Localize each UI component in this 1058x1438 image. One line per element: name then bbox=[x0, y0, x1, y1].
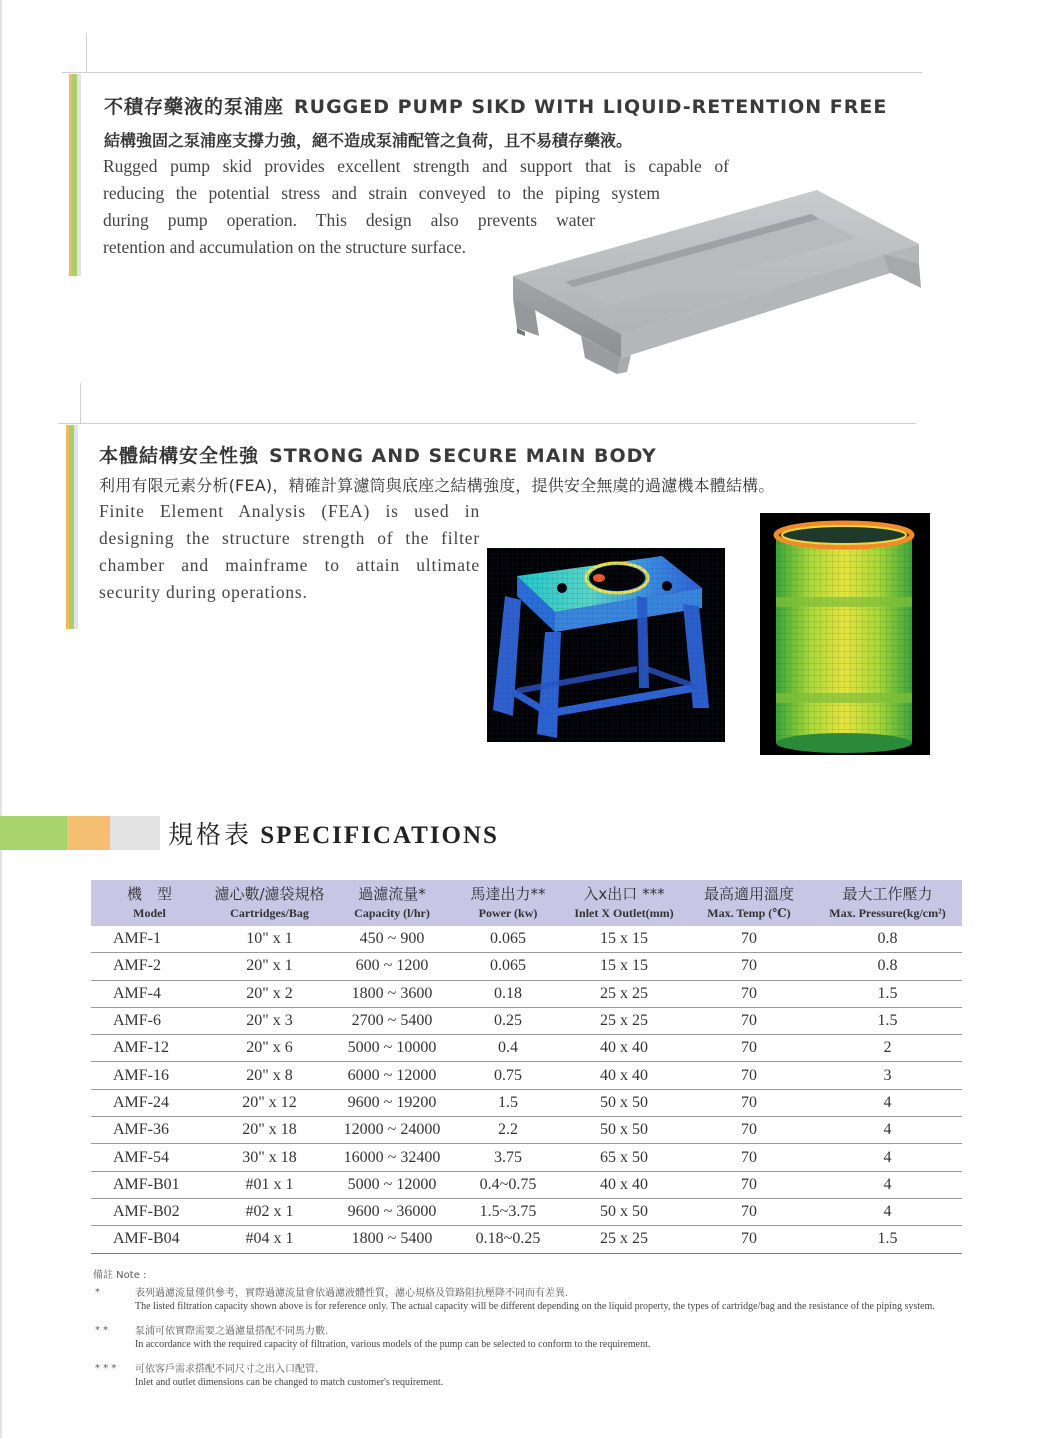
table-header-cell: 最高適用溫度 Max. Temp (℃) bbox=[685, 880, 813, 926]
table-cell: 20" x 18 bbox=[208, 1117, 331, 1144]
table-cell: 0.18 bbox=[453, 980, 563, 1007]
table-cell: 15 x 15 bbox=[563, 953, 685, 980]
table-cell: 2 bbox=[813, 1035, 962, 1062]
table-cell: #04 x 1 bbox=[208, 1226, 331, 1253]
table-row bbox=[91, 1171, 962, 1198]
table-cell: 5000 ~ 12000 bbox=[331, 1171, 453, 1198]
table-cell: 2700 ~ 5400 bbox=[331, 1007, 453, 1034]
model-cell: AMF-4 bbox=[91, 980, 208, 1007]
table-header-cell: 最大工作壓力 Max. Pressure(kg/cm²) bbox=[813, 880, 962, 926]
table-cell: 1.5 bbox=[453, 1089, 563, 1116]
table-cell: 70 bbox=[685, 1089, 813, 1116]
table-cell: 65 x 50 bbox=[563, 1144, 685, 1171]
note-text-en: Inlet and outlet dimensions can be changed to match customer's requirement. bbox=[135, 1377, 444, 1388]
table-cell: 4 bbox=[813, 1198, 962, 1225]
table-cell: 3.75 bbox=[453, 1144, 563, 1171]
table-cell: 450 ~ 900 bbox=[331, 926, 453, 953]
table-cell: 0.75 bbox=[453, 1062, 563, 1089]
model-cell: AMF-16 bbox=[91, 1062, 208, 1089]
section-title-zh: 本體結構安全性強 bbox=[99, 445, 260, 467]
note-text-zh: 泵浦可依實際需要之過濾量搭配不同馬力數. bbox=[135, 1326, 329, 1337]
specifications-table bbox=[91, 880, 962, 1254]
table-row bbox=[91, 926, 962, 953]
note-text-zh: 可依客戶需求搭配不同尺寸之出入口配管. bbox=[135, 1364, 319, 1375]
spec-title-en: SPECIFICATIONS bbox=[260, 822, 499, 849]
table-cell: 4 bbox=[813, 1171, 962, 1198]
table-cell: 40 x 40 bbox=[563, 1062, 685, 1089]
table-row bbox=[91, 953, 962, 980]
table-header-cell: 入x出口 *** Inlet X Outlet(mm) bbox=[563, 880, 685, 926]
table-cell: 30" x 18 bbox=[208, 1144, 331, 1171]
table-cell: 0.4~0.75 bbox=[453, 1171, 563, 1198]
table-cell: 40 x 40 bbox=[563, 1035, 685, 1062]
section-accent-bar bbox=[69, 74, 81, 276]
page-left-edge bbox=[0, 0, 2, 1438]
table-cell: #02 x 1 bbox=[208, 1198, 331, 1225]
table-cell: 50 x 50 bbox=[563, 1117, 685, 1144]
divider-line bbox=[62, 72, 922, 73]
table-cell: 20" x 8 bbox=[208, 1062, 331, 1089]
table-row bbox=[91, 1007, 962, 1034]
table-row bbox=[91, 980, 962, 1007]
spec-title-zh: 規格表 bbox=[168, 820, 253, 849]
table-cell: 70 bbox=[685, 953, 813, 980]
note-mark: * bbox=[95, 1287, 100, 1298]
model-cell: AMF-B04 bbox=[91, 1226, 208, 1253]
section-title-zh: 不積存藥液的泵浦座 bbox=[104, 96, 285, 118]
table-cell: 15 x 15 bbox=[563, 926, 685, 953]
table-row bbox=[91, 1226, 962, 1253]
table-cell: 70 bbox=[685, 1144, 813, 1171]
table-cell: 0.18~0.25 bbox=[453, 1226, 563, 1253]
table-cell: 1.5 bbox=[813, 1226, 962, 1253]
table-cell: 0.8 bbox=[813, 953, 962, 980]
table-cell: #01 x 1 bbox=[208, 1171, 331, 1198]
table-cell: 0.065 bbox=[453, 953, 563, 980]
notes-section bbox=[93, 1266, 983, 1401]
table-cell: 50 x 50 bbox=[563, 1198, 685, 1225]
table-cell: 0.25 bbox=[453, 1007, 563, 1034]
model-cell: AMF-6 bbox=[91, 1007, 208, 1034]
table-body bbox=[91, 926, 962, 1253]
table-cell: 50 x 50 bbox=[563, 1089, 685, 1116]
table-cell: 20" x 3 bbox=[208, 1007, 331, 1034]
section-title-pump-skid bbox=[104, 92, 887, 119]
note-mark: * * bbox=[95, 1325, 109, 1336]
note-item bbox=[93, 1325, 983, 1351]
model-cell: AMF-36 bbox=[91, 1117, 208, 1144]
notes-title: 備註 Note : bbox=[93, 1270, 147, 1281]
note-item bbox=[93, 1363, 983, 1389]
fea-filter-chamber-image bbox=[760, 513, 942, 771]
section-desc-en: Finite Element Analysis (FEA) is used in designing the structure strength of the filter chamber and mainframe to attain ultimate security during operations. bbox=[99, 501, 480, 602]
table-cell: 6000 ~ 12000 bbox=[331, 1062, 453, 1089]
table-cell: 20" x 2 bbox=[208, 980, 331, 1007]
table-cell: 70 bbox=[685, 980, 813, 1007]
table-cell: 4 bbox=[813, 1144, 962, 1171]
table-cell: 70 bbox=[685, 1062, 813, 1089]
table-cell: 3 bbox=[813, 1062, 962, 1089]
section-desc-en: Rugged pump skid provides excellent strength and support that is capable of reducing the potential stress and strain conveyed to the piping system during pump operation. This design also prevents water retention and accumulation on the structure surface. bbox=[103, 156, 729, 257]
note-body bbox=[135, 1325, 983, 1351]
table-cell: 70 bbox=[685, 1035, 813, 1062]
table-cell: 25 x 25 bbox=[563, 1007, 685, 1034]
table-cell: 1800 ~ 3600 bbox=[331, 980, 453, 1007]
table-row bbox=[91, 1117, 962, 1144]
note-body bbox=[135, 1363, 983, 1389]
table-cell: 1800 ~ 5400 bbox=[331, 1226, 453, 1253]
model-cell: AMF-54 bbox=[91, 1144, 208, 1171]
table-cell: 2.2 bbox=[453, 1117, 563, 1144]
note-mark: * * * bbox=[95, 1363, 117, 1374]
table-header-cell: 馬達出力** Power (kw) bbox=[453, 880, 563, 926]
table-header-cell: 濾心數/濾袋規格 Cartridges/Bag bbox=[208, 880, 331, 926]
table-row bbox=[91, 1144, 962, 1171]
table-header-row bbox=[91, 880, 962, 926]
table-cell: 70 bbox=[685, 1007, 813, 1034]
table-cell: 9600 ~ 19200 bbox=[331, 1089, 453, 1116]
table-cell: 0.065 bbox=[453, 926, 563, 953]
table-cell: 70 bbox=[685, 1226, 813, 1253]
table-cell: 20" x 6 bbox=[208, 1035, 331, 1062]
table-cell: 20" x 12 bbox=[208, 1089, 331, 1116]
section-desc-zh: 結構強固之泵浦座支撐力強，絕不造成泵浦配管之負荷，且不易積存藥液。 bbox=[104, 131, 633, 150]
table-cell: 4 bbox=[813, 1089, 962, 1116]
table-cell: 10" x 1 bbox=[208, 926, 331, 953]
table-cell: 25 x 25 bbox=[563, 980, 685, 1007]
guide-line bbox=[80, 383, 81, 423]
table-cell: 70 bbox=[685, 926, 813, 953]
table-cell: 9600 ~ 36000 bbox=[331, 1198, 453, 1225]
model-cell: AMF-B02 bbox=[91, 1198, 208, 1225]
model-cell: AMF-B01 bbox=[91, 1171, 208, 1198]
table-cell: 40 x 40 bbox=[563, 1171, 685, 1198]
note-body bbox=[135, 1287, 983, 1313]
table-cell: 1.5~3.75 bbox=[453, 1198, 563, 1225]
note-text-zh: 表列過濾流量僅供參考，實際過濾流量會依過濾液體性質，濾心規格及管路阻抗壓降不同而有差異. bbox=[135, 1288, 569, 1299]
table-row bbox=[91, 1198, 962, 1225]
note-text-en: The listed filtration capacity shown above is for reference only. The actual capacity will be different depending on the liquid property, the types of cartridge/bag and the resistance of the piping system. bbox=[135, 1301, 935, 1312]
table-cell: 600 ~ 1200 bbox=[331, 953, 453, 980]
table-cell: 70 bbox=[685, 1198, 813, 1225]
section-title-en: STRONG AND SECURE MAIN BODY bbox=[269, 445, 657, 467]
table-cell: 5000 ~ 10000 bbox=[331, 1035, 453, 1062]
divider-line bbox=[58, 423, 916, 424]
table-cell: 0.8 bbox=[813, 926, 962, 953]
note-item bbox=[93, 1287, 983, 1313]
table-header-cell: 過濾流量* Capacity (l/hr) bbox=[331, 880, 453, 926]
section-title-main-body bbox=[99, 441, 657, 468]
table-cell: 12000 ~ 24000 bbox=[331, 1117, 453, 1144]
table-cell: 70 bbox=[685, 1117, 813, 1144]
table-cell: 1.5 bbox=[813, 980, 962, 1007]
table-cell: 70 bbox=[685, 1171, 813, 1198]
note-text-en: In accordance with the required capacity of filtration, various models of the pump can be selected to conform to the requirement. bbox=[135, 1339, 651, 1350]
table-cell: 16000 ~ 32400 bbox=[331, 1144, 453, 1171]
fea-mainframe-image bbox=[487, 548, 732, 748]
section-desc-zh: 利用有限元素分析(FEA)，精確計算濾筒與底座之結構強度，提供安全無虞的過濾機本體結構。 bbox=[99, 476, 775, 495]
table-cell: 0.4 bbox=[453, 1035, 563, 1062]
table-cell: 4 bbox=[813, 1117, 962, 1144]
model-cell: AMF-12 bbox=[91, 1035, 208, 1062]
table-row bbox=[91, 1089, 962, 1116]
section-accent-bar bbox=[66, 425, 78, 629]
table-header-cell: 機 型 Model bbox=[91, 880, 208, 926]
table-row bbox=[91, 1035, 962, 1062]
guide-line bbox=[86, 33, 87, 73]
notes-list bbox=[93, 1287, 983, 1389]
table-row bbox=[91, 1062, 962, 1089]
spec-title bbox=[168, 815, 499, 851]
model-cell: AMF-24 bbox=[91, 1089, 208, 1116]
pump-skid-image bbox=[505, 186, 930, 378]
table-cell: 25 x 25 bbox=[563, 1226, 685, 1253]
table-cell: 20" x 1 bbox=[208, 953, 331, 980]
section-title-en: RUGGED PUMP SIKD WITH LIQUID-RETENTION FREE bbox=[294, 96, 888, 118]
model-cell: AMF-1 bbox=[91, 926, 208, 953]
model-cell: AMF-2 bbox=[91, 953, 208, 980]
table-cell: 1.5 bbox=[813, 1007, 962, 1034]
